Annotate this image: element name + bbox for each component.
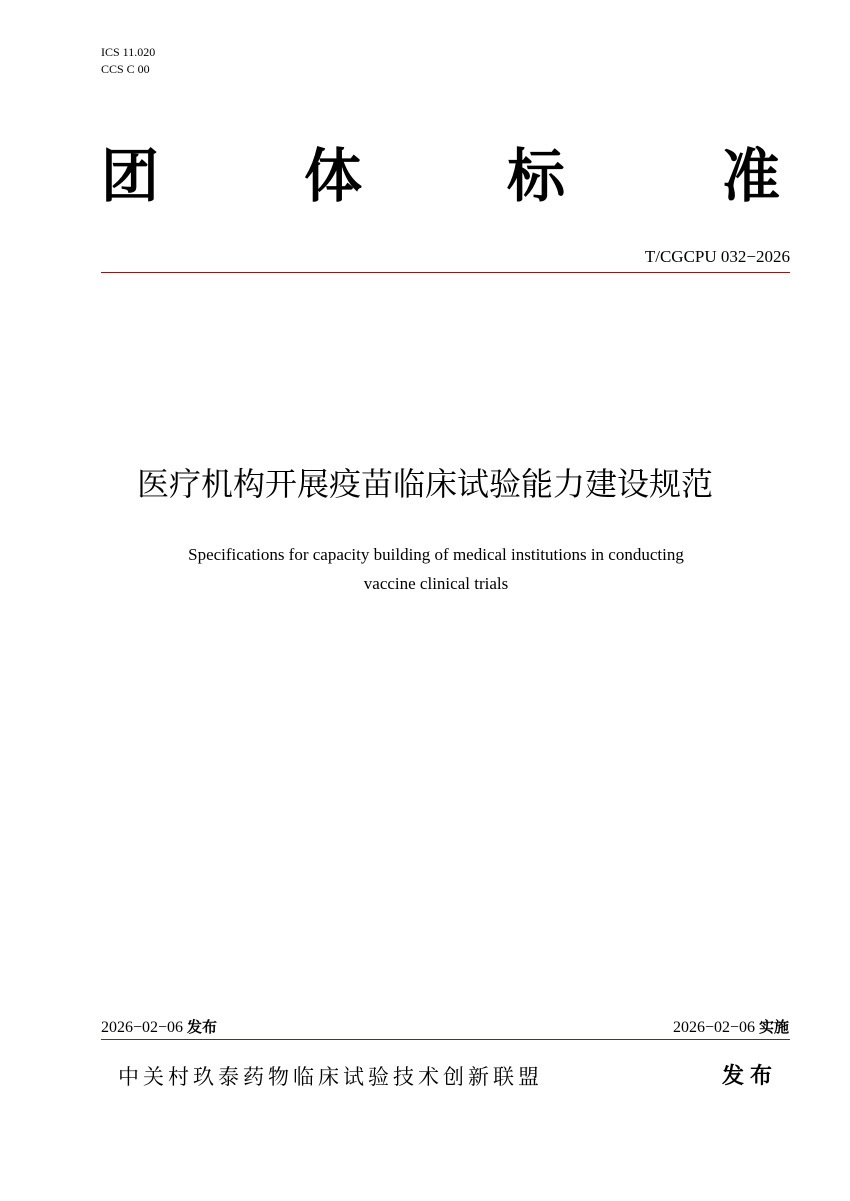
implement-date-value: 2026−02−06 [672,1019,755,1036]
classification-codes [101,44,155,78]
document-title-chinese: 医疗机构开展疫苗临床试验能力建设规范 [136,465,713,503]
english-title-line-1: Specifications for capacity building of medical institutions in conducting [188,545,684,564]
publish-date-value: 2026−02−06 [101,1019,184,1036]
implement-date [673,1016,789,1039]
implement-date-label: 实施 [758,1018,789,1036]
english-title-line-2: vaccine clinical trials [363,574,509,593]
bottom-divider [101,1039,790,1040]
publisher-label: 发布 [721,1064,778,1089]
top-divider [101,272,790,273]
standard-type-heading [101,140,791,212]
publisher-organization: 中关村玖泰药物临床试验技术创新联盟 [118,1065,543,1089]
document-title-english [0,540,850,598]
publish-date-label: 发布 [187,1018,218,1036]
standard-type-char-3: 标 [507,142,566,210]
standard-type-char-4: 准 [722,142,781,210]
standard-number: T/CGCPU 032−2026 [644,247,790,266]
publish-date [101,1016,217,1039]
publisher [118,1062,778,1092]
standard-type-char-2: 体 [304,142,363,210]
standard-type-char-1: 团 [101,142,160,210]
ics-code: ICS 11.020 [101,45,156,59]
ccs-code: CCS C 00 [101,62,150,76]
